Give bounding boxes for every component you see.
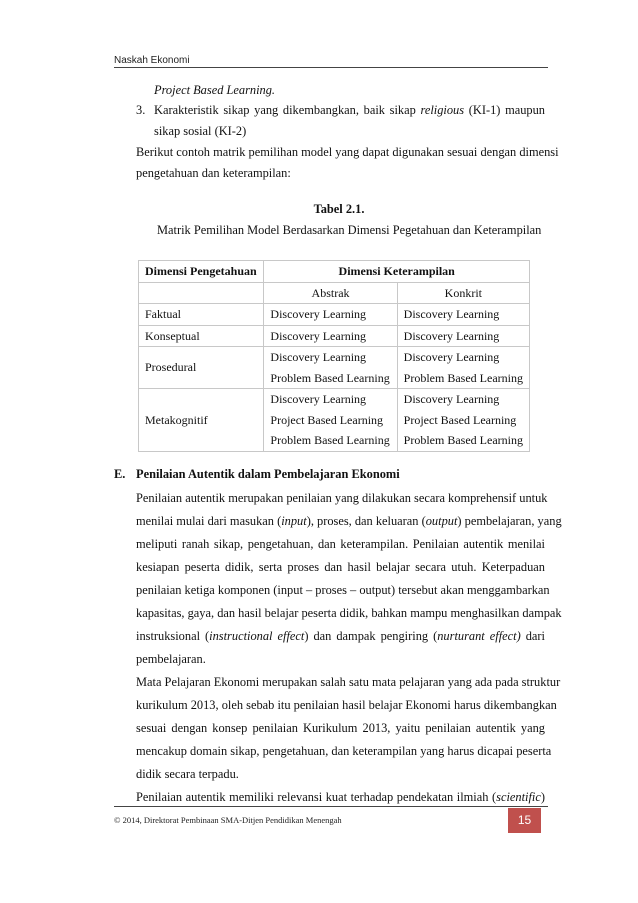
header-rule [114,67,548,68]
header-dimensi-keterampilan: Dimensi Keterampilan [264,261,530,283]
table-row [139,304,530,326]
konkrit-cell: Discovery Learning Project Based Learning Problem Based Learning [397,389,529,452]
footer-rule [114,806,548,807]
table-subheader-row [139,282,530,304]
abstrak-cell: Discovery Learning Project Based Learning Problem Based Learning [264,389,397,452]
p1-line-6: kapasitas, gaya, dan hasil belajar peserta didik, bahkan mampu menghasilkan dampak [136,606,562,620]
header-konkrit: Konkrit [397,282,529,304]
p1-line-4: kesiapan peserta didik, serta proses dan hasil belajar secara utuh. Keterpaduan [136,560,545,574]
p1-line-2: menilai mulai dari masukan (input), proses, dan keluaran (output) pembelajaran, yang [136,514,562,528]
p2-line-5: didik secara terpadu. [136,767,239,781]
empty-cell [139,282,264,304]
table-header-row [139,261,530,283]
dimension-cell: Metakognitif [139,389,264,452]
footer-copyright: © 2014, Direktorat Pembinaan SMA-Ditjen Pendidikan Menengah [114,815,342,825]
table-title: Matrik Pemilihan Model Berdasarkan Dimensi Pegetahuan dan Keterampilan [157,223,542,237]
p2-line-3: sesuai dengan konsep penilaian Kurikulum 2013, yaitu penilaian autentik yang [136,721,545,735]
intro-line-1: Project Based Learning. [154,83,276,97]
p2-line-4: mencakup domain sikap, pengetahuan, dan keterampilan yang harus dicapai peserta [136,744,552,758]
header-dimensi-pengetahuan: Dimensi Pengetahuan [139,261,264,283]
abstrak-cell: Discovery Learning [264,304,397,326]
header-abstrak: Abstrak [264,282,397,304]
intro-line-4: Berikut contoh matrik pemilihan model yang dapat digunakan sesuai dengan dimensi [136,145,559,159]
konkrit-cell: Discovery Learning [397,325,529,347]
dimension-cell: Prosedural [139,347,264,389]
p1-line-7: instruksional (instructional effect) dan dampak pengiring (nurturant effect) dari [136,629,545,643]
p3-line-1: Penilaian autentik memiliki relevansi kuat terhadap pendekatan ilmiah (scientific) [136,790,545,804]
table-row [139,347,530,389]
table-row [139,325,530,347]
p2-line-2: kurikulum 2013, oleh sebab itu penilaian hasil belajar Ekonomi harus dikembangkan [136,698,557,712]
intro-line-2: Karakteristik sikap yang dikembangkan, baik sikap religious (KI-1) maupun [154,103,545,117]
konkrit-cell: Discovery Learning Problem Based Learning [397,347,529,389]
p1-line-8: pembelajaran. [136,652,206,666]
p2-line-1: Mata Pelajaran Ekonomi merupakan salah satu mata pelajaran yang ada pada struktur [136,675,561,689]
abstrak-cell: Discovery Learning Problem Based Learning [264,347,397,389]
table-number: Tabel 2.1. [313,202,365,216]
section-label: E. [114,467,126,481]
running-header: Naskah Ekonomi [114,55,190,66]
model-selection-matrix [138,260,530,452]
page-number: 15 [508,808,541,833]
list-number-3: 3. [136,103,146,117]
dimension-cell: Konseptual [139,325,264,347]
abstrak-cell: Discovery Learning [264,325,397,347]
table-row [139,389,530,452]
intro-line-5: pengetahuan dan keterampilan: [136,166,291,180]
intro-line-3: sikap sosial (KI-2) [154,124,247,138]
p1-line-5: penilaian ketiga komponen (input – proses – output) tersebut akan menggambarkan [136,583,550,597]
p1-line-3: meliputi ranah sikap, pengetahuan, dan keterampilan. Penilaian autentik menilai [136,537,545,551]
dimension-cell: Faktual [139,304,264,326]
section-heading: Penilaian Autentik dalam Pembelajaran Ekonomi [136,467,400,481]
p1-line-1: Penilaian autentik merupakan penilaian yang dilakukan secara komprehensif untuk [136,491,548,505]
konkrit-cell: Discovery Learning [397,304,529,326]
